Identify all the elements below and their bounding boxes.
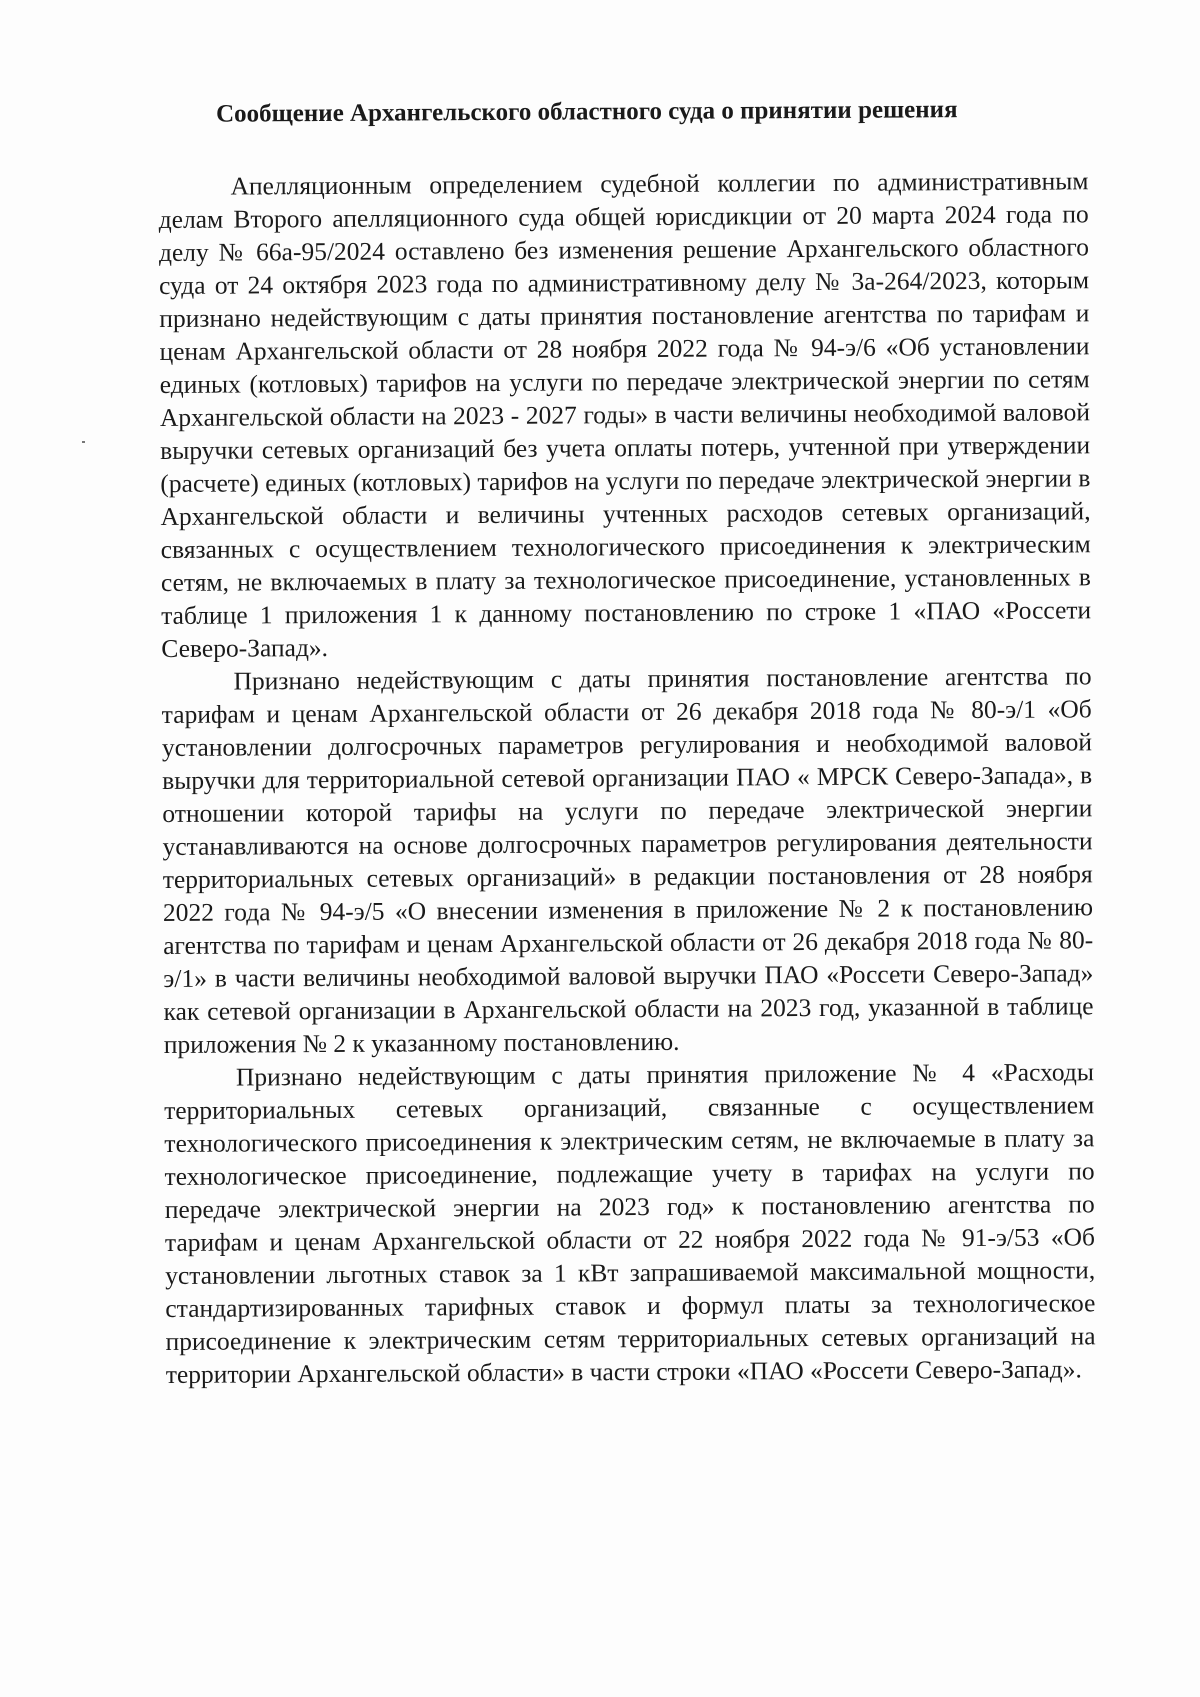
document-body (158, 94, 1096, 1391)
scan-speck (82, 441, 85, 443)
document-title: Сообщение Архангельского областного суда о принятии решения (216, 96, 958, 128)
paragraph-3: Признано недействующим с даты принятия приложение № 4 «Расходы территориальных сетевых организаций, связанные с осуществлением технологического присоединения к электрическим сетям, не включаемые в плату за технологическое присоединение, подлежащие учету в тарифах на услуги по передаче электрической энергии на 2023 год» к постановлению агентства по тарифам и ценам Архангельской области от 22 ноября 2022 года № 91-э/53 «Об установлении льготных ставок за 1 кВт запрашиваемой максимальной мощности, стандартизированных тарифных ставок и формул платы за технологическое присоединение к электрическим сетям территориальных сетевых организаций на территории Архангельской области» в части строки «ПАО «Россети Северо-Запад». (164, 1057, 1096, 1389)
paragraph-2: Признано недействующим с даты принятия постановление агентства по тарифам и ценам Архангельской области от 26 декабря 2018 года № 80-э/1 «Об установлении долгосрочных параметров регулирования и необходимой валовой выручки для территориальной сетевой организации ПАО « МРСК Северо-Запада», в отношении которой тарифы на услуги по передаче электрической энергии устанавливаются на основе долгосрочных параметров регулирования деятельности территориальных сетевых организаций» в редакции постановления от 28 ноября 2022 года № 94-э/5 «О внесении изменения в приложение № 2 к постановлению агентства по тарифам и ценам Архангельской области от 26 декабря 2018 года № 80-э/1» в части величины необходимой валовой выручки ПАО «Россети Северо-Запад» как сетевой организации в Архангельской области на 2023 год, указанной в таблице приложения № 2 к указанному постановлению. (161, 661, 1094, 1059)
paragraph-1: Апелляционным определением судебной коллегии по административным делам Второго апелляционного суда общей юрисдикции от 20 марта 2024 года по делу № 66а-95/2024 оставлено без изменения решение Архангельского областного суда от 24 октября 2023 года по административному делу № 3а-264/2023, которым признано недействующим с даты принятия постановление агентства по тарифам и ценам Архангельской области от 28 ноября 2022 года № 94-э/6 «Об установлении единых (котловых) тарифов на услуги по передаче электрической энергии по сетям Архангельской области на 2023 - 2027 годы» в части величины необходимой валовой выручки сетевых организаций без учета оплаты потерь, учтенной при утверждении (расчете) единых (котловых) тарифов на услуги по передаче электрической энергии в Архангельской области и величины учтенных расходов сетевых организаций, связанных с осуществлением технологического присоединения к электрическим сетям, не включаемых в плату за технологическое присоединение, установленных в таблице 1 приложения 1 к данному постановлению по строке 1 «ПАО «Россети Северо-Запад». (158, 166, 1092, 663)
